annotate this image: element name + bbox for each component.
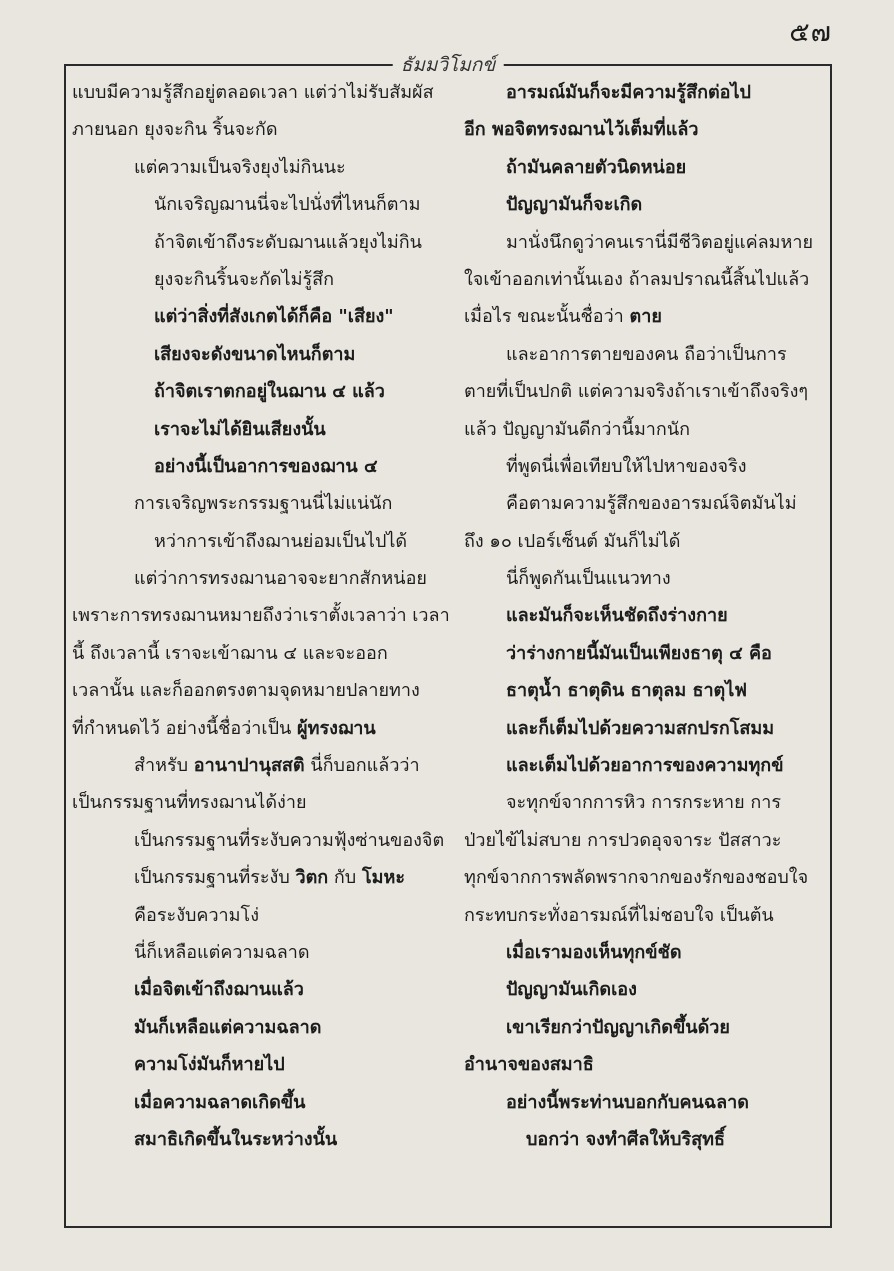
text-segment: เวลานั้น และก็ออกตรงตามจุดหมายปลายทาง [72, 680, 420, 702]
text-line [464, 111, 820, 148]
text-segment: ถ้ามันคลายตัวนิดหน่อย [506, 156, 687, 178]
text-segment: ว่าร่างกายนี้มันเป็นเพียงธาตุ ๔ คือ [506, 642, 772, 664]
text-line [72, 74, 438, 111]
text-segment: การเจริญพระกรรมฐานนี่ไม่แน่นัก [134, 493, 393, 515]
page-number: ๕๗ [789, 17, 832, 48]
text-line [72, 373, 438, 410]
text-segment: เมื่อจิตเข้าถึงฌานแล้ว [134, 979, 304, 1001]
text-line [464, 934, 820, 971]
text-segment: ตายที่เป็นปกติ แต่ความจริงถ้าเราเข้าถึงจริงๆ [464, 381, 809, 403]
text-line [72, 485, 438, 522]
text-line [72, 560, 438, 597]
text-line [72, 672, 438, 709]
text-line [72, 747, 438, 784]
text-segment: เขาเรียกว่าปัญญาเกิดขึ้นด้วย [506, 1016, 730, 1038]
text-segment: เมื่อความฉลาดเกิดขึ้น [134, 1091, 306, 1113]
text-line [464, 298, 820, 335]
running-header: ธัมมวิโมกข์ [393, 50, 504, 80]
text-segment: แต่ว่าสิ่งที่สังเกตได้ก็คือ "เสียง" [154, 306, 394, 328]
text-segment: โมหะ [361, 867, 406, 889]
text-line [464, 859, 820, 896]
text-segment: ถึง ๑๐ เปอร์เซ็นต์ มันก็ไม่ได้ [464, 530, 681, 552]
text-segment: อานาปานุสสติ [193, 755, 305, 777]
text-segment: ความโง่มันก็หายไป [134, 1054, 285, 1076]
text-segment: ภายนอก ยุงจะกิน ริ้นจะกัด [72, 119, 278, 141]
text-segment: เราจะไม่ได้ยินเสียงนั้น [154, 418, 326, 440]
text-segment: และมันก็จะเห็นชัดถึงร่างกาย [506, 605, 728, 627]
text-segment: เป็นกรรมฐานที่ระงับความฟุ้งซ่านของจิต [134, 829, 445, 851]
text-segment: คือตามความรู้สึกของอารมณ์จิตมันไม่ [506, 493, 797, 515]
text-line [464, 485, 820, 522]
text-segment: สำหรับ [134, 755, 194, 777]
text-line [464, 822, 820, 859]
text-segment: นี่ก็บอกแล้วว่า [304, 755, 420, 777]
text-line [72, 448, 438, 485]
text-segment: ทุกข์จากการพลัดพรากจากของรักของชอบใจ [464, 867, 809, 889]
right-column [464, 74, 820, 1158]
text-line [72, 784, 438, 821]
text-line [72, 186, 438, 223]
text-line [464, 74, 820, 111]
text-line [72, 336, 438, 373]
text-line [464, 224, 820, 261]
text-line [72, 597, 450, 634]
text-line [464, 186, 820, 223]
text-line [72, 635, 438, 672]
text-line [72, 1121, 438, 1158]
text-segment: หว่าการเข้าถึงฌานย่อมเป็นไปได้ [154, 530, 408, 552]
text-segment: เพราะการทรงฌานหมายถึงว่าเราตั้งเวลาว่า เวลา [72, 605, 450, 627]
text-segment: เมื่อไร ขณะนั้นชื่อว่า [464, 306, 630, 328]
text-line [72, 261, 438, 298]
text-line [72, 1084, 438, 1121]
text-line [464, 523, 820, 560]
text-segment: จะทุกข์จากการหิว การกระหาย การ [506, 792, 782, 814]
text-segment: เป็นกรรมฐานที่ระงับ [134, 867, 296, 889]
text-segment: และก็เต็มไปด้วยความสกปรกโสมม [506, 717, 775, 739]
text-line [464, 1046, 820, 1083]
text-segment: วิตก [295, 867, 329, 889]
text-segment: อำนาจของสมาธิ [464, 1054, 594, 1076]
text-line [464, 560, 820, 597]
text-segment: มันก็เหลือแต่ความฉลาด [134, 1016, 322, 1038]
text-line [464, 373, 820, 410]
text-segment: นักเจริญฌานนี่จะไปนั่งที่ไหนก็ตาม [154, 194, 421, 216]
text-segment: บอกว่า จงทำศีลให้บริสุทธิ์ [526, 1128, 725, 1150]
text-segment: และอาการตายของคน ถือว่าเป็นการ [506, 343, 787, 365]
text-segment: กระทบกระทั่งอารมณ์ที่ไม่ชอบใจ เป็นต้น [464, 904, 774, 926]
text-segment: ปัญญามันเกิดเอง [506, 979, 637, 1001]
left-column [72, 74, 450, 1158]
text-segment: ธาตุน้ำ ธาตุดิน ธาตุลม ธาตุไฟ [506, 680, 748, 702]
text-line [72, 1046, 438, 1083]
text-line [72, 897, 438, 934]
text-line [72, 822, 445, 859]
text-segment: นี้ ถึงเวลานี้ เราจะเข้าฌาน ๔ และจะออก [72, 642, 388, 664]
text-line [464, 672, 820, 709]
text-line [464, 448, 820, 485]
text-segment: เสียงจะดังขนาดไหนก็ตาม [154, 343, 356, 365]
text-segment: นี่ก็เหลือแต่ความฉลาด [134, 941, 310, 963]
text-line [464, 411, 820, 448]
text-segment: ที่กำหนดไว้ อย่างนี้ชื่อว่าเป็น [72, 717, 298, 739]
text-line [464, 747, 820, 784]
text-segment: สมาธิเกิดขึ้นในระหว่างนั้น [134, 1128, 338, 1150]
text-line [72, 298, 438, 335]
text-segment: แต่ว่าการทรงฌานอาจจะยากสักหน่อย [134, 568, 427, 590]
text-line [464, 971, 820, 1008]
text-line [464, 597, 820, 634]
text-line [464, 149, 820, 186]
text-line [464, 1084, 820, 1121]
text-line [72, 411, 438, 448]
text-segment: เป็นกรรมฐานที่ทรงฌานได้ง่าย [72, 792, 307, 814]
text-line [72, 149, 438, 186]
text-segment: ถ้าจิตเข้าถึงระดับฌานแล้วยุงไม่กิน [154, 231, 422, 253]
text-segment: และเต็มไปด้วยอาการของความทุกข์ [506, 755, 784, 777]
text-segment: ที่พูดนี่เพื่อเทียบให้ไปหาของจริง [506, 455, 747, 477]
text-segment: ผู้ทรงฌาน [297, 717, 376, 739]
text-segment: ใจเข้าออกเท่านั้นเอง ถ้าลมปราณนี้สิ้นไปแล้ว [464, 268, 810, 290]
text-line [72, 934, 438, 971]
text-segment: อย่างนี้พระท่านบอกกับคนฉลาด [506, 1091, 749, 1113]
text-line [72, 523, 438, 560]
text-line [464, 710, 820, 747]
text-line [72, 859, 438, 896]
text-line [72, 224, 438, 261]
text-segment: แต่ความเป็นจริงยุงไม่กินนะ [134, 156, 346, 178]
text-line [464, 1009, 820, 1046]
text-line [464, 635, 820, 672]
text-line [72, 710, 438, 747]
text-segment: มานั่งนึกดูว่าคนเรานี่มีชีวิตอยู่แค่ลมหาย [506, 231, 814, 253]
text-segment: เมื่อเรามองเห็นทุกข์ชัด [506, 941, 682, 963]
text-line [464, 261, 820, 298]
text-line [464, 1121, 820, 1158]
text-segment: ยุงจะกินริ้นจะกัดไม่รู้สึก [154, 268, 334, 290]
text-line [72, 1009, 438, 1046]
text-line [72, 971, 438, 1008]
text-segment: แล้ว ปัญญามันดีกว่านี้มากนัก [464, 418, 691, 440]
text-line [464, 897, 820, 934]
text-segment: อีก [464, 119, 492, 141]
text-segment: ปัญญามันก็จะเกิด [506, 194, 643, 216]
text-segment: พอจิตทรงฌานไว้เต็มที่แล้ว [491, 119, 699, 141]
text-segment: ป่วยไข้ไม่สบาย การปวดอุจจาระ ปัสสาวะ [464, 829, 782, 851]
text-segment: แบบมีความรู้สึกอยู่ตลอดเวลา แต่ว่าไม่รับสัมผัส [72, 82, 434, 103]
text-line [72, 111, 438, 148]
text-frame [64, 54, 832, 1228]
text-segment: นี่ก็พูดกันเป็นแนวทาง [506, 568, 671, 590]
text-line [464, 336, 820, 373]
text-segment: ตาย [629, 306, 662, 328]
text-segment: อย่างนี้เป็นอาการของฌาน ๔ [154, 455, 378, 477]
text-segment: อารมณ์มันก็จะมีความรู้สึกต่อไป [506, 82, 751, 103]
text-segment: กับ [328, 867, 362, 889]
text-segment: คือระงับความโง่ [134, 904, 259, 926]
text-segment: ถ้าจิตเราตกอยู่ในฌาน ๔ แล้ว [154, 381, 385, 403]
text-line [464, 784, 820, 821]
